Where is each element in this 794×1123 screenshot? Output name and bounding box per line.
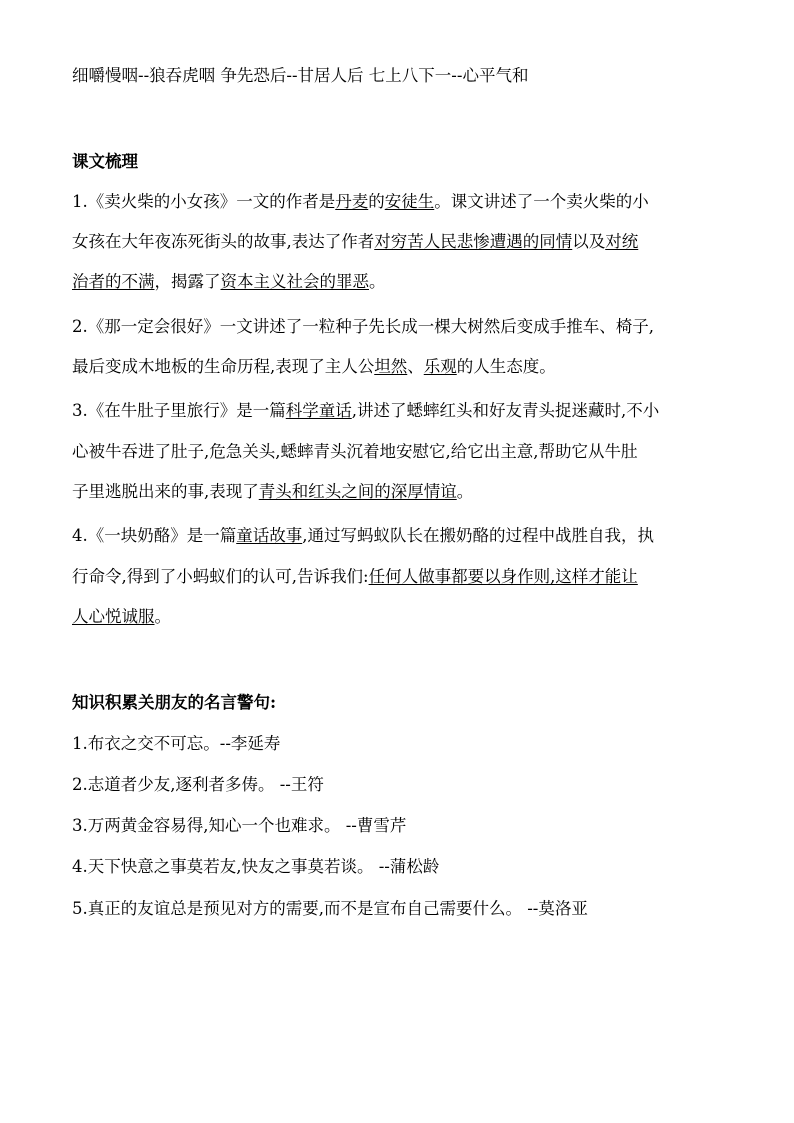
antonym-pairs: 细嚼慢咽--狼吞虎咽 争先恐后--甘居人后 七上八下一--心平气和	[72, 66, 529, 85]
quotes-heading: 知识积累关朋友的名言警句:	[72, 693, 277, 712]
lesson-item-4-line-3: 人心悦诚服。	[72, 607, 171, 626]
lesson-review-heading: 课文梳理	[72, 152, 138, 171]
lesson-item-1-line-1: 1.《卖火柴的小女孩》一文的作者是丹麦的安徒生。课文讲述了一个卖火柴的小	[72, 192, 649, 211]
lesson-item-1-line-3: 治者的不满，揭露了资本主义社会的罪恶。	[72, 272, 386, 291]
lesson-item-4-line-2: 行命令,得到了小蚂蚁们的认可,告诉我们:任何人做事都要以身作则,这样才能让	[72, 567, 638, 586]
quote-item: 4.天下快意之事莫若友,快友之事莫若谈。 --蒲松龄	[72, 857, 440, 876]
lesson-item-1-line-2: 女孩在大年夜冻死街头的故事,表达了作者对穷苦人民悲惨遭遇的同情以及对统	[72, 232, 639, 251]
lesson-item-3-line-1: 3.《在牛肚子里旅行》是一篇科学童话,讲述了蟋蟀红头和好友青头捉迷藏时,不小	[72, 401, 660, 420]
lesson-item-2-line-1: 2.《那一定会很好》一文讲述了一粒种子先长成一棵大树然后变成手推车、椅子,	[72, 317, 654, 336]
lesson-item-3-line-3: 子里逃脱出来的事,表现了青头和红头之间的深厚情谊。	[72, 482, 474, 501]
quote-item: 2.志道者少友,逐利者多俦。 --王符	[72, 775, 324, 794]
quote-item: 1.布衣之交不可忘。--李延寿	[72, 734, 281, 753]
quote-item: 5.真正的友谊总是预见对方的需要,而不是宣布自己需要什么。 --莫洛亚	[72, 899, 588, 918]
quote-item: 3.万两黄金容易得,知心一个也难求。 --曹雪芹	[72, 816, 407, 835]
lesson-item-4-line-1: 4.《一块奶酪》是一篇童话故事,通过写蚂蚁队长在搬奶酪的过程中战胜自我，执	[72, 526, 654, 545]
lesson-item-2-line-2: 最后变成木地板的生命历程,表现了主人公坦然、乐观的人生态度。	[72, 357, 556, 376]
lesson-item-3-line-2: 心被牛吞进了肚子,危急关头,蟋蟀青头沉着地安慰它,给它出主意,帮助它从牛肚	[72, 442, 638, 461]
